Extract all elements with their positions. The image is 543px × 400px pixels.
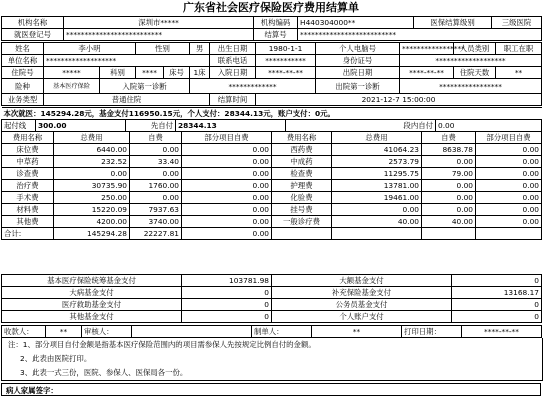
fee-self (422, 228, 476, 240)
fee-header-total: 总费用 (332, 132, 422, 144)
fee-self: 8638.78 (422, 144, 476, 156)
settle-time: 2021-12-7 15:00:00 (256, 94, 542, 106)
biz-type: 普通住院 (44, 94, 210, 106)
dept: **** (136, 67, 164, 79)
fee-partial: 0.00 (476, 144, 542, 156)
fee-total: 11295.75 (332, 168, 422, 180)
fee-self: 3740.00 (130, 216, 182, 228)
fee-partial: 0.00 (182, 144, 272, 156)
fee-partial: 0.00 (182, 204, 272, 216)
fee-name: 材料费 (2, 204, 54, 216)
fee-header-total: 总费用 (54, 132, 130, 144)
deductible-label: 起付线 (2, 120, 36, 132)
fee-partial: 0.00 (476, 180, 542, 192)
fund-value: 0 (452, 275, 542, 287)
note-item: 2、此表由医院打印。 (20, 354, 92, 363)
fee-header-partial: 部分项目自费 (476, 132, 542, 144)
settle-time-label: 结算时间 (210, 94, 256, 106)
patient-name: 李小明 (44, 43, 136, 55)
admit-date: ****-**-** (256, 67, 316, 79)
segment: 0.00 (436, 120, 542, 132)
fee-row (2, 156, 542, 168)
days: ** (496, 67, 542, 79)
fee-name: 中成药 (272, 156, 332, 168)
fund-value: 13168.17 (452, 287, 542, 299)
payee-label: 制单人： (252, 326, 312, 338)
settle-no: ************************** (298, 29, 542, 41)
fee-self: 0.00 (422, 180, 476, 192)
footer-table (1, 325, 542, 338)
gender: 男 (190, 43, 210, 55)
fee-row (2, 192, 542, 204)
birth: 1980-1-1 (256, 43, 316, 55)
payee: ** (312, 326, 402, 338)
fee-partial: 0.00 (182, 192, 272, 204)
fee-total: 41064.23 (332, 144, 422, 156)
fee-total: 250.00 (54, 192, 130, 204)
fee-row (2, 216, 542, 228)
fee-table (1, 131, 542, 240)
fee-total: 145294.28 (54, 228, 130, 240)
fee-name: 床位费 (2, 144, 54, 156)
fee-self: 0.00 (130, 144, 182, 156)
patient-detail-table (1, 42, 542, 106)
summary-table (1, 107, 542, 132)
biz-type-label: 业务类型 (2, 94, 44, 106)
fee-name: 一般诊疗费 (272, 216, 332, 228)
fee-self: 0.00 (422, 156, 476, 168)
fee-self: 1760.00 (130, 180, 182, 192)
fund-row (2, 275, 542, 287)
discharge-date: ****-**-** (400, 67, 454, 79)
reg-no: ************************** (64, 29, 254, 41)
fee-partial: 0.00 (476, 156, 542, 168)
fund-value: 103781.98 (182, 275, 272, 287)
dept-label: 科别 (100, 67, 136, 79)
cashier-label: 收款人： (2, 326, 46, 338)
name-label: 姓名 (2, 43, 44, 55)
med-category: 三级医院 (492, 17, 542, 29)
fund-label: 基本医疗保险统筹基金支付 (2, 275, 182, 287)
print-date-label: 打印日期： (402, 326, 462, 338)
fee-partial: 0.00 (476, 216, 542, 228)
fund-row (2, 287, 542, 299)
fee-partial: 0.00 (182, 228, 272, 240)
fund-value: 0 (182, 311, 272, 323)
settle-no-label: 结算号 (254, 29, 298, 41)
patient-info-table (1, 16, 542, 41)
fund-table (1, 274, 542, 323)
fee-partial: 0.00 (476, 192, 542, 204)
first-self-label: 先自付 (126, 120, 176, 132)
fee-name (272, 228, 332, 240)
fee-header-self: 自费 (130, 132, 182, 144)
fund-label: 医疗救助基金支付 (2, 299, 182, 311)
admit-diag-label: 入院第一诊断 (100, 79, 190, 94)
discharge-label: 出院日期 (316, 67, 400, 79)
fee-header-self: 自费 (422, 132, 476, 144)
fee-name: 合计: (2, 228, 54, 240)
fee-self: 0.00 (422, 204, 476, 216)
org-code: H440304000** (298, 17, 414, 29)
hosp-no-label: 住院号 (2, 67, 44, 79)
phone: *********** (256, 55, 316, 67)
bed-label: 床号 (164, 67, 190, 79)
fee-total: 40.00 (332, 216, 422, 228)
fund-label: 个人账户支付 (272, 311, 452, 323)
discharge-diag-label: 出院第一诊断 (316, 79, 400, 94)
birth-label: 出生日期 (210, 43, 256, 55)
fee-total (332, 228, 422, 240)
admit-label: 入院日期 (210, 67, 256, 79)
fee-partial: 0.00 (182, 216, 272, 228)
org-name-label: 机构名称 (2, 17, 64, 29)
org-name: 深圳市***** (64, 17, 254, 29)
fee-total: 0.00 (332, 204, 422, 216)
fee-partial: 0.00 (476, 204, 542, 216)
fee-header-partial: 部分项目自费 (182, 132, 272, 144)
fee-partial: 0.00 (182, 156, 272, 168)
fee-self: 22227.81 (130, 228, 182, 240)
fee-partial (476, 228, 542, 240)
fee-total: 13781.00 (332, 180, 422, 192)
fee-total: 0.00 (54, 168, 130, 180)
cashier: ** (46, 326, 82, 338)
fee-name: 中草药 (2, 156, 54, 168)
ptype-label: 人员类别 (454, 43, 496, 55)
note-item: 3、此表一式三份，医院、参保人、医保局各一份。 (20, 368, 188, 377)
auditor-label: 审核人： (82, 326, 132, 338)
ptype: 职工在职 (496, 43, 542, 55)
segment-label: 段内自付 (286, 120, 436, 132)
fund-label: 大额基金支付 (272, 275, 452, 287)
pcode: ***************** (400, 43, 454, 55)
fee-name: 挂号费 (272, 204, 332, 216)
pcode-label: 个人电脑号 (316, 43, 400, 55)
admit-diag: ************* (190, 79, 316, 94)
fee-partial: 0.00 (182, 168, 272, 180)
unit-label: 单位名称 (2, 55, 44, 67)
fee-name: 西药费 (272, 144, 332, 156)
fee-name: 其他费 (2, 216, 54, 228)
print-date: ****-**-** (462, 326, 542, 338)
fee-total: 19461.00 (332, 192, 422, 204)
fee-total: 2573.79 (332, 156, 422, 168)
fee-self: 0.00 (130, 168, 182, 180)
fee-total: 4200.00 (54, 216, 130, 228)
fee-name: 诊查费 (2, 168, 54, 180)
auditor (132, 326, 252, 338)
fund-label: 大病基金支付 (2, 287, 182, 299)
fee-partial: 0.00 (182, 180, 272, 192)
first-self: 28344.13 (176, 120, 286, 132)
fee-self: 0.00 (130, 192, 182, 204)
fee-self: 0.00 (422, 192, 476, 204)
fee-total: 15220.09 (54, 204, 130, 216)
fee-name: 检查费 (272, 168, 332, 180)
days-label: 住院天数 (454, 67, 496, 79)
fee-partial: 0.00 (476, 168, 542, 180)
page-title: 广东省社会医疗保险医疗费用结算单 (183, 1, 359, 14)
discharge-diag: ***************** (400, 79, 542, 94)
fee-row (2, 180, 542, 192)
insurance-label: 险种 (2, 79, 44, 94)
fee-total: 6440.00 (54, 144, 130, 156)
fund-label: 其他基金支付 (2, 311, 182, 323)
gender-label: 性别 (136, 43, 190, 55)
fund-row (2, 311, 542, 323)
bed: 1床 (190, 67, 210, 79)
reg-no-label: 就医登记号 (2, 29, 64, 41)
fee-header-name: 费用名称 (2, 132, 54, 144)
fee-self: 33.40 (130, 156, 182, 168)
fee-self: 79.00 (422, 168, 476, 180)
fee-header-name: 费用名称 (272, 132, 332, 144)
fund-row (2, 299, 542, 311)
unit: ******************* (44, 55, 210, 67)
fee-total: 232.52 (54, 156, 130, 168)
fee-row (2, 204, 542, 216)
fee-self: 7937.63 (130, 204, 182, 216)
id-number: ******************* (400, 55, 542, 67)
fund-value: 0 (452, 299, 542, 311)
summary-text: 本次就医：145294.28元，基金支付116950.15元，个人支付：28344.13元，账户支付：0元。 (2, 108, 542, 120)
med-category-label: 医保结算级别 (414, 17, 492, 29)
fee-row (2, 168, 542, 180)
fee-total: 30735.90 (54, 180, 130, 192)
fee-total-row (2, 228, 542, 240)
notes (1, 338, 543, 381)
insurance: 基本医疗保险 (44, 79, 100, 94)
note-item: 注：1、部分项目自付金额是指基本医疗保险范围内的项目需参保人先按规定比例自付的金额。 (8, 340, 316, 349)
fee-name: 手术费 (2, 192, 54, 204)
fund-value: 0 (182, 299, 272, 311)
hosp-no: ***** (44, 67, 100, 79)
fund-value: 0 (182, 287, 272, 299)
fee-row (2, 144, 542, 156)
family-signature-label: 病人家属签字： (1, 383, 541, 396)
deductible: 300.00 (36, 120, 126, 132)
fee-self: 40.00 (422, 216, 476, 228)
fund-label: 公务员基金支付 (272, 299, 452, 311)
id-label: 身份证号 (316, 55, 400, 67)
fee-name: 护理费 (272, 180, 332, 192)
fee-name: 化验费 (272, 192, 332, 204)
phone-label: 联系电话 (210, 55, 256, 67)
fund-value: 0 (452, 311, 542, 323)
fund-label: 补充保险基金支付 (272, 287, 452, 299)
org-code-label: 机构编码 (254, 17, 298, 29)
fee-name: 治疗费 (2, 180, 54, 192)
